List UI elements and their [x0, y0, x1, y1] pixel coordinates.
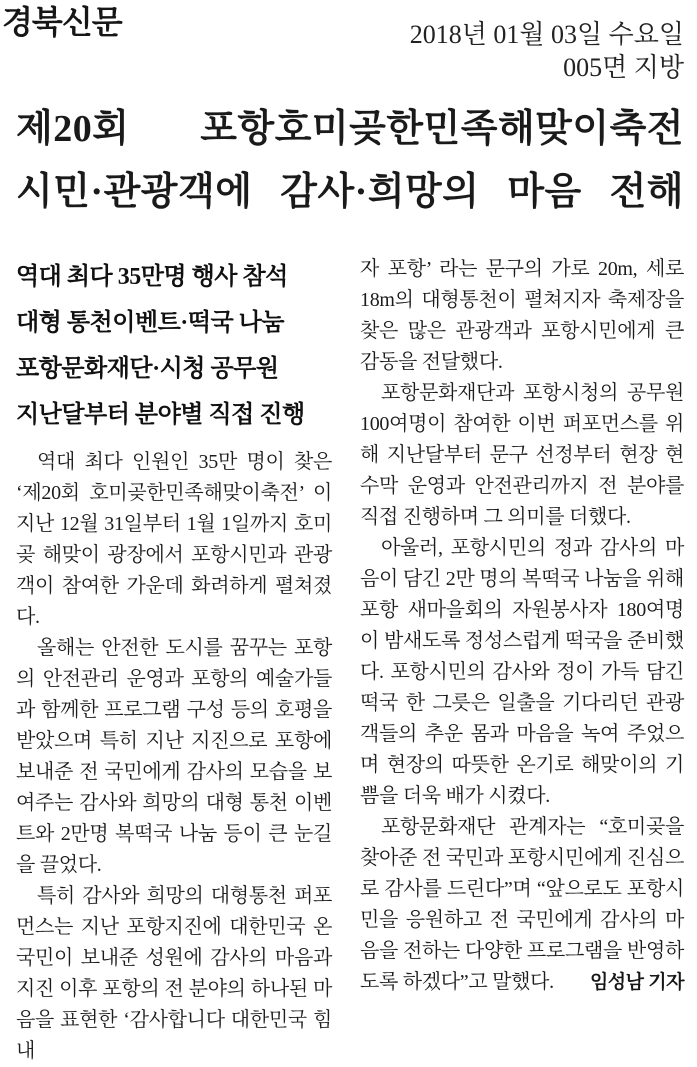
body-paragraph: 아울러, 포항시민의 정과 감사의 마음이 담긴 2만 명의 복떡국 나눔을 위해 포항 새마을회의 자원봉사자 180여명이 밤새도록 정성스럽게 떡국을 준비했다. 포항시민의 감사와 정이 가득 담긴 떡국 한 그릇은 일출을 기다리던 관광객들의 추운 몸과 마음을 녹여 주었으며 현장의 따뜻한 온기로 해맞이의 기쁨을 더욱 배가 시켰다. [360, 537, 684, 807]
newspaper-logo: 경북신문 [2, 4, 122, 40]
body-paragraph: 올해는 안전한 도시를 꿈꾸는 포항의 안전관리 운영과 포항의 예술가들과 함께한 프로그램 구성 등의 호평을 받았으며 특히 지난 지진으로 포항에 보내준 전 국민에게 감사의 모습을 보여주는 감사와 희망의 대형 통천 이벤트와 2만명 복떡국 나눔 등이 큰 눈길을 끌었다. [16, 637, 332, 876]
reporter-byline: 임성남 기자 [589, 972, 684, 993]
paragraph-text: 포항문화재단 관계자는 “호미곶을 찾아준 전 국민과 포항시민에게 진심으로 감사를 드린다”며 “앞으로도 포항시민을 응원하고 전 국민에게 감사의 마음을 전하는 다양한 프로그램을 반영하도록 하겠다”고 말했다. [360, 816, 684, 993]
date-line: 2018년 01월 03일 수요일 [409, 20, 684, 49]
headline-line-1: 제20회 포항호미곶한민족해맞이축전 [16, 108, 684, 150]
column-left [16, 254, 332, 1067]
body-paragraph: 특히 감사와 희망의 대형통천 퍼포먼스는 지난 포항지진에 대한민국 온 국민이 보내준 성원에 감사의 마음과 지진 이후 포항의 전 분야의 하나된 마음을 표현한 ‘감사합니다 대한민국 힘내 [16, 885, 332, 1062]
subhead-line-2: 대형 통천이벤트·떡국 나눔 [16, 310, 285, 336]
subheadline [16, 254, 332, 438]
article-headline [16, 98, 684, 224]
page-section-line: 005면 지방 [563, 53, 684, 82]
body-paragraph: 포항문화재단과 포항시청의 공무원 100여명이 참여한 이번 퍼포먼스를 위해 지난달부터 문구 선정부터 현장 현수막 운영과 안전관리까지 전 분야를 직접 진행하며 그 의미를 더했다. [360, 382, 684, 528]
article-body [16, 254, 684, 1067]
body-paragraph [360, 812, 684, 998]
date-block [410, 18, 684, 84]
subhead-line-4: 지난달부터 분야별 직접 진행 [16, 402, 305, 428]
masthead [2, 4, 684, 84]
subhead-line-3: 포항문화재단·시청 공무원 [16, 356, 279, 382]
subhead-line-1: 역대 최다 35만명 행사 참석 [16, 264, 288, 290]
body-paragraph: 자 포항’ 라는 문구의 가로 20m, 세로 18m의 대형통천이 펼쳐지자 축제장을 찾은 많은 관광객과 포항시민에게 큰 감동을 전달했다. [360, 258, 684, 373]
body-paragraph: 역대 최다 인원인 35만 명이 찾은 ‘제20회 호미곶한민족해맞이축전’ 이 지난 12월 31일부터 1월 1일까지 호미곶 해맞이 광장에서 포항시민과 관광객이 참여한 가운데 화려하게 펼쳐졌다. [16, 451, 332, 628]
column-right [360, 254, 684, 1067]
headline-line-2: 시민·관광객에 감사·희망의 마음 전해 [16, 171, 684, 213]
